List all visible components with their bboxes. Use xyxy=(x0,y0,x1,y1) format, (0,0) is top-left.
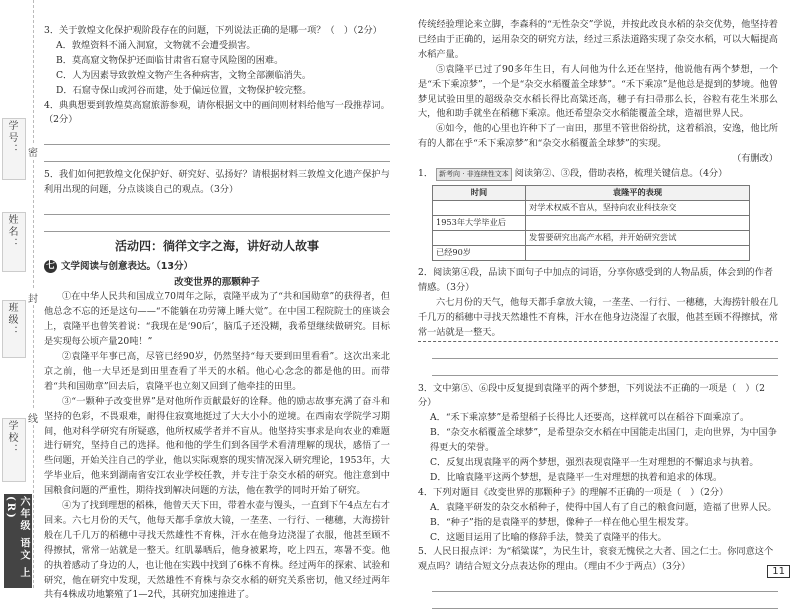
answer-line[interactable] xyxy=(44,130,390,145)
right-q4-stem: 4．下列对题目《改变世界的那颗种子》的理解不正确的一项是（ ）（2分） xyxy=(418,486,729,498)
school-label: 学校： xyxy=(6,420,17,456)
table-row xyxy=(433,200,750,215)
bind-word-line: 线 xyxy=(28,410,38,425)
left-page xyxy=(44,24,390,601)
paragraph-3: ③“一颗种子改变世界”是对他所作贡献最好的诠释。他的励志故事充满了奋斗和坚持的色彩，不畏艰难，耐得住寂寞地挺过了大大小小的逆境。在西南农学院学习期间，他对科学研究有所疑惑，他所权威学者并不盲从。他坚持实事求是向农业的难题进行研究，坚持自己的选择。他和他的学生们到各国学术看清理解的现状，感悟了一些问题，开始关注自己的学业，他以实际观察的现实情况深入研究理论，1953年，大学毕业后，他来到湖南省安江农业学校任教，并专注于杂交水稻的研究。他注意到中国粮食问题的严重性，期待找到解决问题的方法，他在教学的同时开始了研究。 xyxy=(44,395,390,497)
bind-word-seal: 密 xyxy=(28,144,38,159)
right-q3-option-d: D．比喻袁隆平这两个梦想，是袁隆平一生对理想的执着和追求的体现。 xyxy=(430,471,723,483)
paragraph-2: ②袁隆平年事已高，尽管已经90岁，仍然坚持“每天要到田里看看”。这次出来北京之前，他一大早还是到田里查看了半天的水稻。他心心念念的都是他的田。而带着“共和国勋章”回去后，袁隆平也立刻又回到了他牵挂的田里。 xyxy=(44,350,390,392)
paragraph-6: ⑥如今，他的心里也许种下了一亩田，那里不管世俗纷扰，这着稻浪，安逸，他比所有的人都在乎“禾下乘凉梦”和“杂交水稻覆盖全球梦”的实现。 xyxy=(418,123,778,150)
right-q3-stem: 3．文中第⑤、⑥段中反复提到袁隆平的两个梦想，下列说法不正确的一项是（ ）（2分） xyxy=(418,382,766,409)
table-cell: 1953年大学毕业后 xyxy=(433,215,526,230)
section-number: 七 xyxy=(45,260,55,271)
left-q3-option-b: B．莫高窟文物保护还面临甘肃省石窟寺风险图的困难。 xyxy=(56,54,284,66)
binding-strip xyxy=(0,0,29,588)
article-title: 改变世界的那颗种子 xyxy=(174,276,260,288)
right-q3-option-a: A．“禾下乘凉梦”是希望稻子长得比人还要高，这样就可以在稻谷下面乘凉了。 xyxy=(430,412,750,424)
table-header: 袁隆平的表现 xyxy=(526,185,750,200)
right-q4-option-b: B．“种子”指的是袁隆平的梦想，像种子一样在他心里生根发芽。 xyxy=(430,516,695,528)
right-q2-quote: 六七月份的天气，他每天都手拿放大镜，一垄垄、一行行、一穗穗，大海捞针般在几千几万的稻穗中寻找天然雄性不育株，汗水在他身边浇湿了衣服，他甚至顾不得擦拭，常常一站就是一整天。 xyxy=(418,296,778,342)
q1-text: 阅读第②、③段，借助表格，梳理关键信息。（4分） xyxy=(514,168,728,180)
info-table xyxy=(432,185,750,261)
bind-word-close: 封 xyxy=(28,290,38,305)
table-cell: 发誓要研究出高产水稻，并开始研究尝试 xyxy=(526,230,750,245)
right-q5-stem: 5．人民日报点评：为“稻粱谋”，为民生计，衮衮无愧侯之大者、国之仁士。你同意这个观点吗？请结合短文分点表达你的理由。（理由不少于两点）（3分） xyxy=(418,546,774,573)
right-q4-option-a: A．袁隆平研发的杂交水稻种子，使得中国人有了自己的粮食问题，造福了世界人民。 xyxy=(430,501,777,513)
table-row xyxy=(433,245,750,260)
table-cell-blank[interactable] xyxy=(433,230,526,245)
student-id-label: 学号： xyxy=(6,120,17,156)
left-q3-option-a: A．敦煌资料不涌入洞窟，文物就不会遭受损害。 xyxy=(56,39,256,51)
right-q4-option-c: C．这题目运用了比喻的修辞手法，赞美了袁隆平的伟大。 xyxy=(430,531,667,543)
paragraph-1: ①在中华人民共和国成立70周年之际，袁隆平成为了“共和国勋章”的获得者，但他总念不忘的还是这句——“不能躺在功劳簿上睡大觉”。在中国工程院院士的座谈会上，袁隆平也曾笑着说：“我现在是‘90后’，脑瓜子还没糊，我希望继续做研究。目标是实现每公顷产量20吨！” xyxy=(44,291,390,348)
page-number: 11 xyxy=(767,565,790,578)
paragraph-4-continued: 传统经验理论来立脚，李森科的“无性杂交”学说，并按此改良水稻的杂交优势，他坚持着已经由于正确的，运用杂交的研究方法，经过三系法道路实现了杂交水稻，可以大幅提高水稻产量。 xyxy=(418,19,778,60)
paragraph-5: ⑤袁隆平已过了90多年生日，有人问他为什么还在坚持，他说他有两个梦想，一个是“禾下乘凉梦”，一个是“杂交水稻覆盖全球梦”。“禾下乘凉”是他总是提到的梦境。他曾梦见试验田里的超级杂交水稻长得比高粱还高，穗子有扫帚那么长，谷粒有花生米那么大，他和助手就坐在稻穗下乘凉。他还希望杂交水稻能覆盖全球，造福世界人民。 xyxy=(418,63,778,120)
table-header: 时间 xyxy=(433,185,526,200)
table-row xyxy=(433,230,750,245)
left-q4-stem: 4．典典想要到敦煌莫高窟旅游参观，请你根据文中的画间则材料给他写一段推荐词。（2分） xyxy=(44,99,390,126)
source-note: （有删改） xyxy=(732,153,778,165)
book-label: 六年级 语文 上(R) xyxy=(4,494,32,588)
answer-line[interactable] xyxy=(432,344,778,359)
table-cell-blank[interactable] xyxy=(526,215,750,230)
table-row xyxy=(433,215,750,230)
table-cell-blank[interactable] xyxy=(433,200,526,215)
class-label: 班级： xyxy=(6,302,17,338)
section-label: 文学阅读与创意表达。（13分） xyxy=(61,260,193,272)
q1-tag: 新考向 · 非连续性文本 xyxy=(436,168,512,181)
q1-number: 1． xyxy=(418,168,434,180)
left-q3-stem: 3．关于敦煌文化保护观阶段存在的问题，下列说法正确的是哪一项？（ ）（2分） xyxy=(44,25,382,36)
answer-line[interactable] xyxy=(44,200,390,215)
right-page xyxy=(418,18,778,609)
answer-line[interactable] xyxy=(44,147,390,162)
activity-title: 活动四：徜徉文字之海，讲好动人故事 xyxy=(114,239,319,254)
name-label: 姓名： xyxy=(6,214,17,250)
right-q3-option-b: B．“杂交水稻覆盖全球梦”，是希望杂交水稻在中国能走出国门，走向世界，为中国争得更大的荣誉。 xyxy=(430,427,777,454)
answer-line[interactable] xyxy=(432,594,778,609)
left-q3-option-d: D．石窟寺保山或河谷而建，处于偏远位置，文物保护较完整。 xyxy=(56,84,312,96)
right-q1-stem xyxy=(418,167,778,182)
left-q5-stem: 5．我们如何把敦煌文化保护好、研究好、弘扬好？请根据材料三敦煌文化遗产保护与利用出现的问题，分点谈谈自己的观点。（3分） xyxy=(44,169,390,196)
section-heading xyxy=(44,259,390,274)
answer-line[interactable] xyxy=(44,217,390,232)
answer-line[interactable] xyxy=(432,577,778,592)
table-cell: 对学术权威不盲从，坚持向农业科技杂交 xyxy=(526,200,750,215)
table-cell: 已经90岁 xyxy=(433,245,526,260)
answer-line[interactable] xyxy=(432,361,778,376)
table-cell-blank[interactable] xyxy=(526,245,750,260)
right-q2-stem: 2．阅读第④段，品读下面句子中加点的词语，分享你感受到的人物品质，体会到的作者情感。（3分） xyxy=(418,266,773,293)
left-q3-option-c: C．人为因素导致敦煌文物产生各种病害，文物全部濒临消失。 xyxy=(56,69,312,81)
right-q3-option-c: C．反复出现袁隆平的两个梦想，强烈表现袁隆平一生对理想的不懈追求与执着。 xyxy=(430,457,759,469)
table-header-row xyxy=(433,185,750,200)
paragraph-4: ④为了找到理想的稻株，他曾天天下田，带着水壶与馒头，一直到下午4点左右才回来。六七月份的天气，他每天都手拿放大镜，一垄垄、一行行、一穗穗，大海捞针般在几千几万的稻穗中寻找天然雄性不育株，汗水在他身边浇湿了衣服，他甚至顾不得擦拭，常常一站就是一整天。红肌暴晒后，他身被累垮，吃上四五，寒暑不变。他的执着感动了身边的人，也让他在实践中找到了6株不育株。经过两年的探索、试验和研究，他在研究中发现，天然雄性不育株与杂交水稻的研究关系密切，他又经过两年共有4株成功地繁殖了1—2代，其研究加速推进了。 xyxy=(44,500,390,601)
